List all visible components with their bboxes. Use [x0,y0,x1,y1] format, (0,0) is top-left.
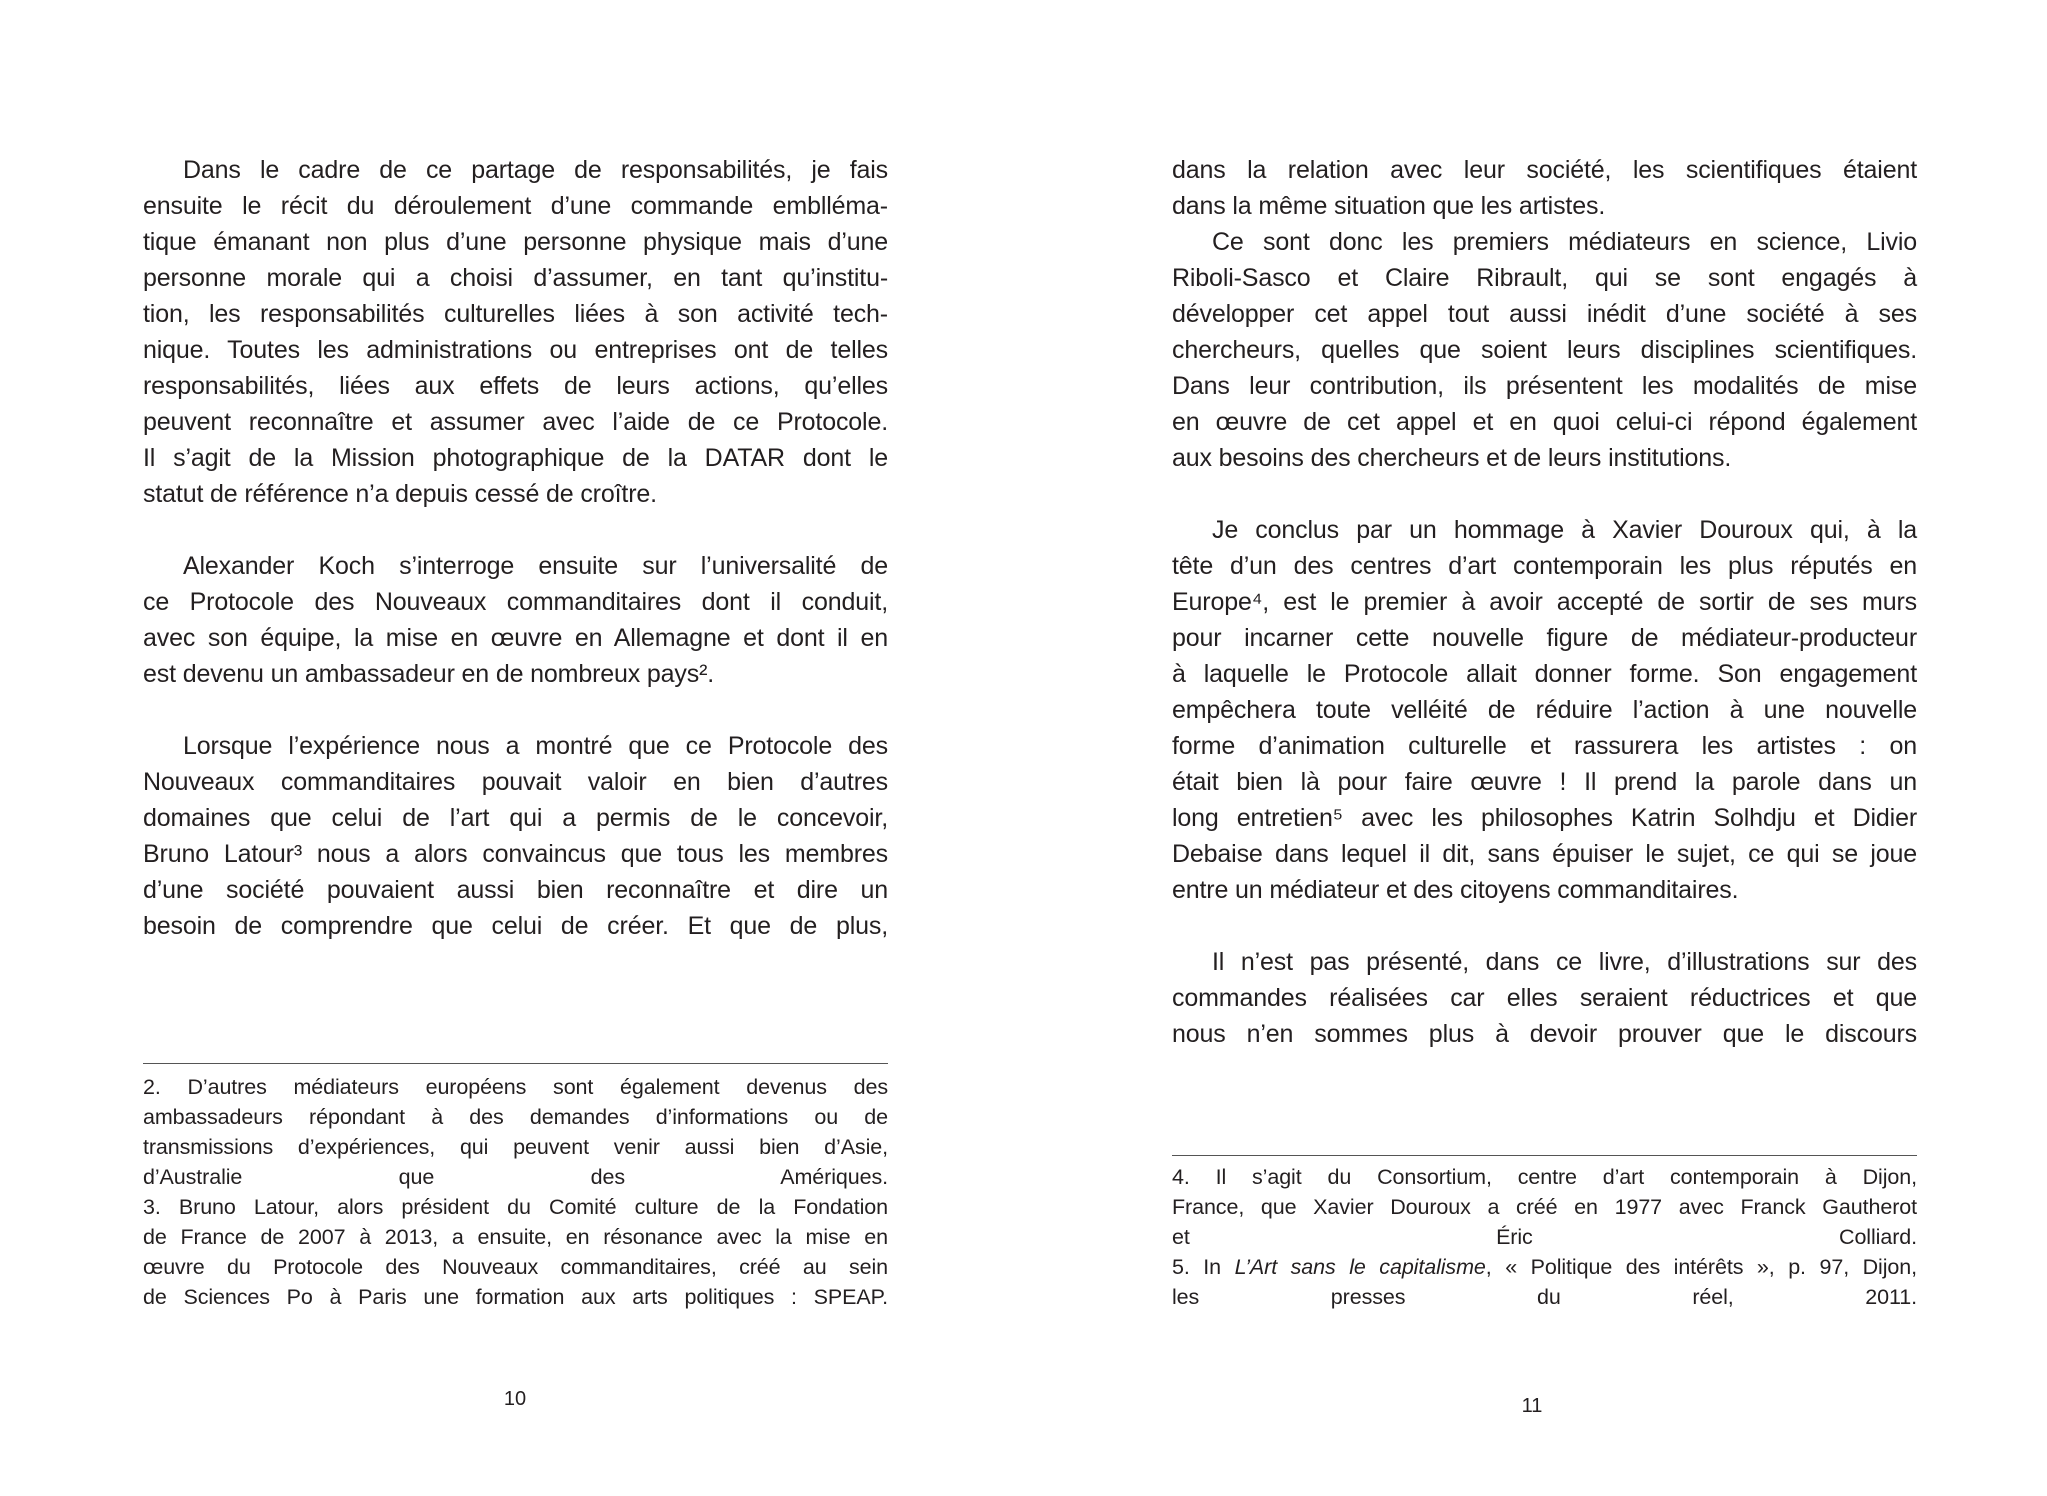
text-line: ensuite le récit du déroulement d’une commande emblléma- [143,192,888,220]
left-page-footnotes [143,1072,888,1312]
text-line: ambassadeurs répondant à des demandes d’informations ou de [143,1105,888,1129]
text-line: 5. In L’Art sans le capitalisme, « Politique des intérêts », p. 97, Dijon, [1172,1255,1917,1279]
text-line: Riboli-Sasco et Claire Ribrault, qui se sont engagés à [1172,264,1917,292]
paragraph [1172,944,1917,1052]
text-line: peuvent reconnaître et assumer avec l’aide de ce Protocole. [143,408,888,436]
text-line: Il s’agit de la Mission photographique de la DATAR dont le [143,444,888,472]
text-line: long entretien⁵ avec les philosophes Katrin Solhdju et Didier [1172,804,1917,832]
text-line: 3. Bruno Latour, alors président du Comité culture de la Fondation [143,1195,888,1219]
text-line: tion, les responsabilités culturelles liées à son activité tech- [143,300,888,328]
right-footnote-rule [1172,1155,1917,1156]
text-line: d’Australie que des Amériques. [143,1165,888,1189]
text-line: de France de 2007 à 2013, a ensuite, en résonance avec la mise en [143,1225,888,1249]
text-line: œuvre du Protocole des Nouveaux commanditaires, créé au sein [143,1255,888,1279]
footnote [1172,1162,1917,1252]
page-number-right: 11 [1521,1395,1543,1417]
text-line: nique. Toutes les administrations ou entreprises ont de telles [143,336,888,364]
paragraph [143,548,888,692]
text-line: était bien là pour faire œuvre ! Il prend la parole dans un [1172,768,1917,796]
text-line: et Éric Colliard. [1172,1225,1917,1249]
footnote [143,1192,888,1312]
page-number-left: 10 [503,1388,527,1410]
text-line: aux besoins des chercheurs et de leurs institutions. [1172,444,1732,472]
paragraph [1172,224,1917,476]
left-footnote-rule [143,1063,888,1064]
text-line: chercheurs, quelles que soient leurs disciplines scientifiques. [1172,336,1917,364]
text-line: de Sciences Po à Paris une formation aux arts politiques : SPEAP. [143,1285,888,1309]
text-line: dans la même situation que les artistes. [1172,192,1606,220]
text-line: 2. D’autres médiateurs européens sont également devenus des [143,1075,888,1099]
footnote [1172,1252,1917,1312]
text-line: empêchera toute velléité de réduire l’action à une nouvelle [1172,696,1917,724]
text-line: en œuvre de cet appel et en quoi celui-ci répond également [1172,408,1917,436]
text-line: Je conclus par un hommage à Xavier Douroux qui, à la [1212,516,1917,544]
text-line: Dans leur contribution, ils présentent les modalités de mise [1172,372,1917,400]
text-line: domaines que celui de l’art qui a permis de le concevoir, [143,804,888,832]
text-line: Il n’est pas présenté, dans ce livre, d’illustrations sur des [1212,948,1917,976]
footnote [143,1072,888,1192]
text-line: France, que Xavier Douroux a créé en 1977 avec Franck Gautherot [1172,1195,1917,1219]
text-line: forme d’animation culturelle et rassurera les artistes : on [1172,732,1917,760]
text-line: Bruno Latour³ nous a alors convaincus que tous les membres [143,840,888,868]
paragraph [143,152,888,512]
text-line: Dans le cadre de ce partage de responsabilités, je fais [183,156,888,184]
text-line: entre un médiateur et des citoyens commanditaires. [1172,876,1739,904]
text-line: tête d’un des centres d’art contemporain les plus réputés en [1172,552,1917,580]
text-line: dans la relation avec leur société, les scientifiques étaient [1172,156,1917,184]
text-line: responsabilités, liées aux effets de leurs actions, qu’elles [143,372,888,400]
text-line: statut de référence n’a depuis cessé de croître. [143,480,657,508]
right-page-footnotes [1172,1162,1917,1312]
text-line: personne morale qui a choisi d’assumer, en tant qu’institu- [143,264,888,292]
left-page-body [143,152,888,944]
text-line: Lorsque l’expérience nous a montré que ce Protocole des [183,732,888,760]
text-line: d’une société pouvaient aussi bien reconnaître et dire un [143,876,888,904]
paragraph [143,728,888,944]
text-line: développer cet appel tout aussi inédit d’une société à ses [1172,300,1917,328]
text-line: ce Protocole des Nouveaux commanditaires dont il conduit, [143,588,888,616]
text-line: 4. Il s’agit du Consortium, centre d’art contemporain à Dijon, [1172,1165,1917,1189]
text-line: à laquelle le Protocole allait donner forme. Son engagement [1172,660,1917,688]
right-page-body [1172,152,1917,1052]
text-line: pour incarner cette nouvelle figure de médiateur-producteur [1172,624,1917,652]
text-line: transmissions d’expériences, qui peuvent venir aussi bien d’Asie, [143,1135,888,1159]
text-line: Ce sont donc les premiers médiateurs en science, Livio [1212,228,1917,256]
text-line: les presses du réel, 2011. [1172,1285,1917,1309]
text-line: besoin de comprendre que celui de créer. Et que de plus, [143,912,888,940]
text-line: Alexander Koch s’interroge ensuite sur l’universalité de [183,552,888,580]
paragraph [1172,512,1917,908]
text-line: avec son équipe, la mise en œuvre en Allemagne et dont il en [143,624,888,652]
text-line: tique émanant non plus d’une personne physique mais d’une [143,228,888,256]
text-line: Nouveaux commanditaires pouvait valoir en bien d’autres [143,768,888,796]
text-line: Europe⁴, est le premier à avoir accepté de sortir de ses murs [1172,588,1917,616]
text-line: commandes réalisées car elles seraient réductrices et que [1172,984,1917,1012]
text-line: Debaise dans lequel il dit, sans épuiser le sujet, ce qui se joue [1172,840,1917,868]
text-line: est devenu un ambassadeur en de nombreux pays². [143,660,715,688]
text-line: nous n’en sommes plus à devoir prouver que le discours [1172,1020,1917,1048]
paragraph [1172,152,1917,224]
